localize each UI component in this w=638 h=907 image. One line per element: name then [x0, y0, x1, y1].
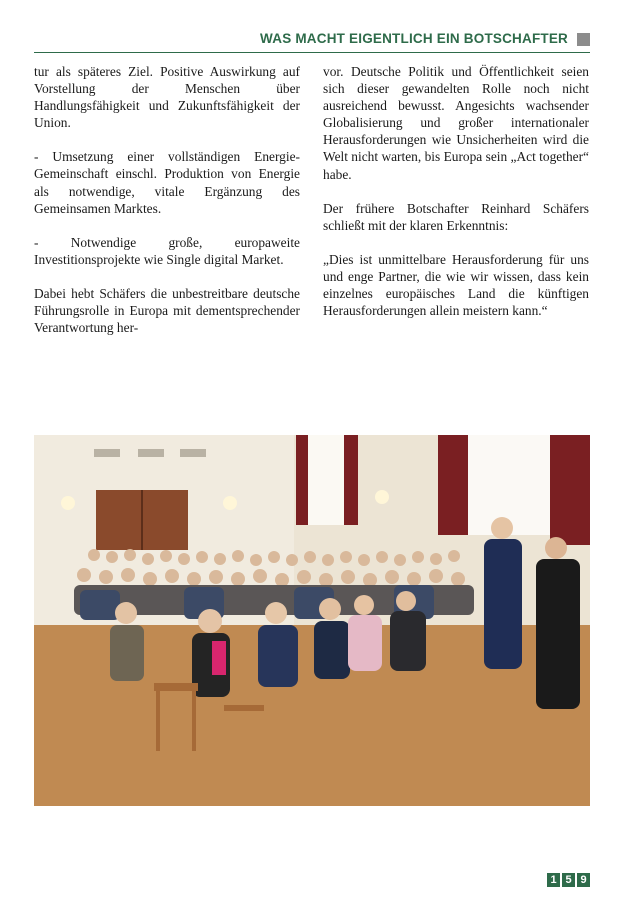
- left-text-column: [34, 63, 300, 353]
- paragraph: tur als späteres Ziel. Positive Auswirkung auf Vorstellung der Menschen über Handlungsfähigkeit und Zukunftsfähigkeit der Union.: [34, 64, 300, 131]
- page-number-digit: 1: [547, 873, 560, 887]
- paragraph: vor. Deutsche Politik und Öffentlichkeit seien sich dieser gewandelten Rolle noch nicht ausreichend bewusst. Angesichts wachsender Globalisierung und großer internationaler Herausforderungen wie Unsicherheiten wird die Welt nicht warten, bis Europa sein „Act together“ habe.: [323, 64, 589, 182]
- paragraph: Der frühere Botschafter Reinhard Schäfers schließt mit der klaren Erkenntnis:: [323, 200, 589, 233]
- section-title: WAS MACHT EIGENTLICH EIN BOTSCHAFTER: [260, 31, 568, 46]
- paragraph: - Umsetzung einer vollständigen Energie-Gemeinschaft einschl. Produktion von Energie als notwendige, vitale Ergänzung des Gemeinsamen Marktes.: [34, 149, 300, 216]
- right-text-column: [323, 63, 589, 336]
- page-number-digit: 5: [562, 873, 575, 887]
- photo-illustration: [34, 435, 590, 806]
- page-number-digit: 9: [577, 873, 590, 887]
- event-audience-photo: [34, 435, 590, 806]
- quote-paragraph: „Dies ist unmittelbare Herausforderung für uns und enge Partner, die wie wir wissen, dass kein einzelnes europäisches Land die künftigen Herausforderungen allein meistern kann.“: [323, 251, 589, 319]
- page-number: [547, 873, 590, 887]
- paragraph: Dabei hebt Schäfers die unbestreitbare deutsche Führungsrolle in Europa mit dementsprechender Verantwortung her-: [34, 285, 300, 336]
- header-square-icon: [577, 33, 590, 46]
- page-header: [34, 30, 590, 53]
- paragraph: - Notwendige große, europaweite Investitionsprojekte wie Single digital Market.: [34, 234, 300, 267]
